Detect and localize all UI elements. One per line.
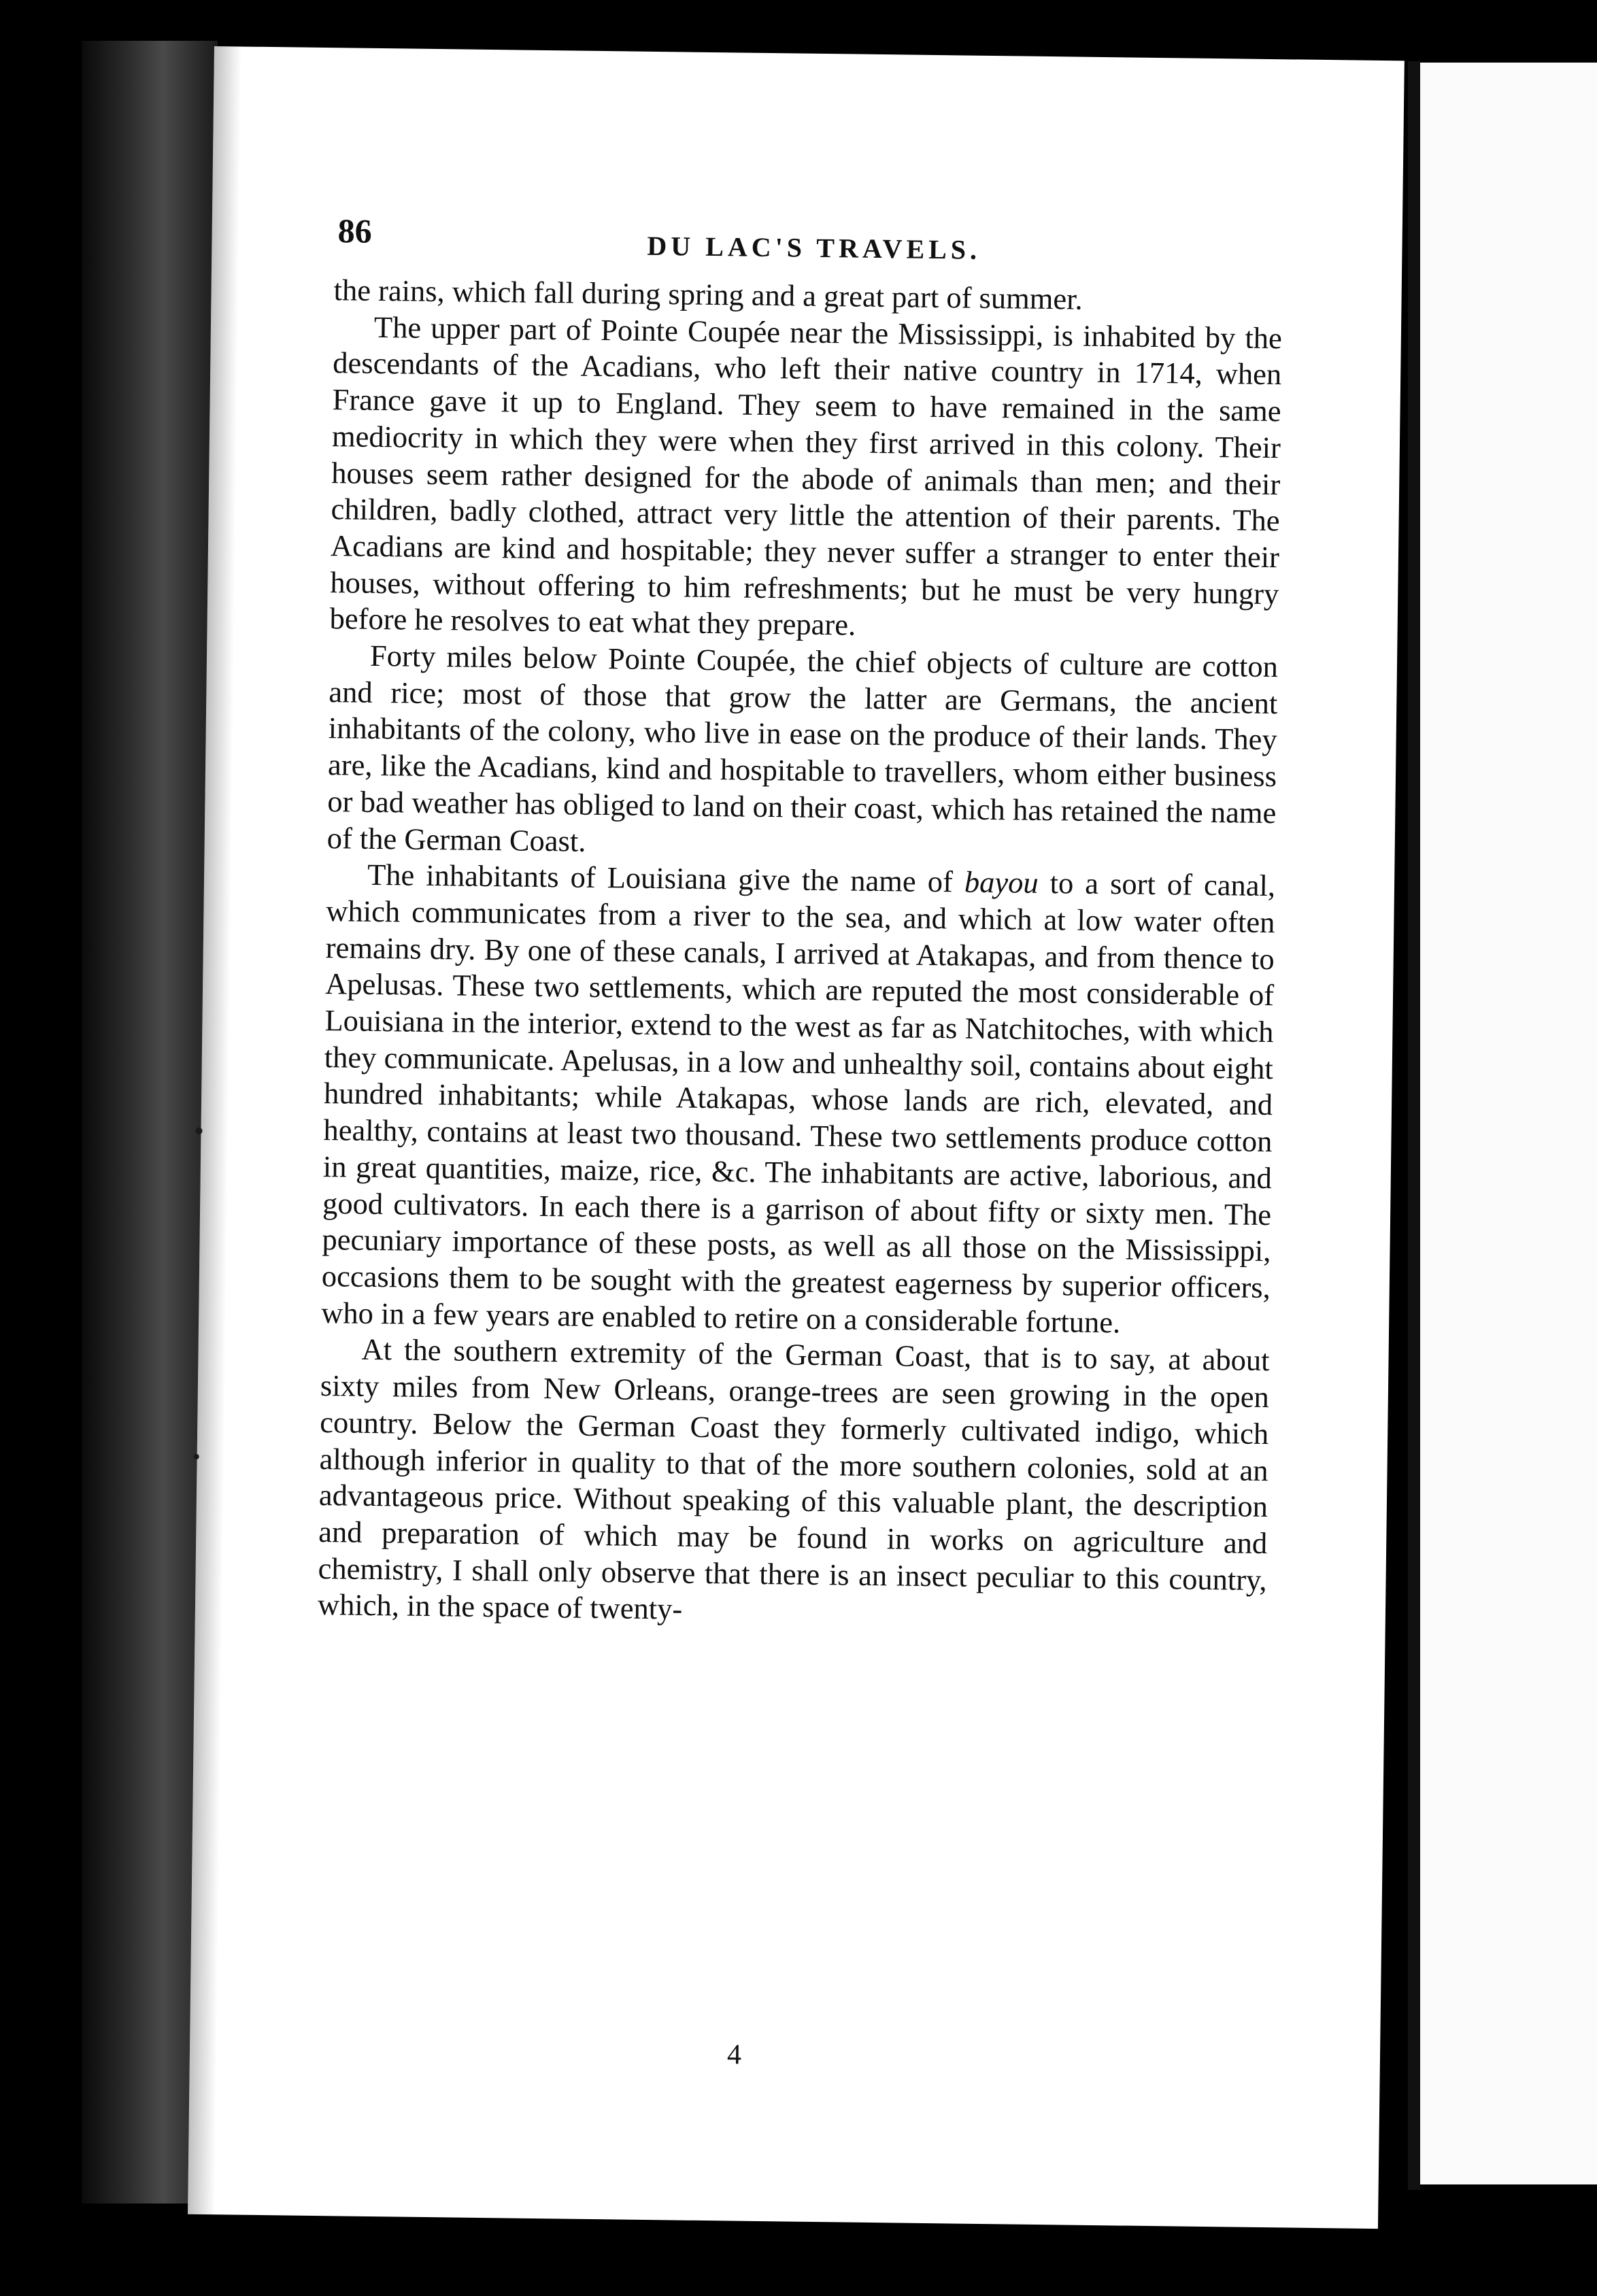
- italic-term: bayou: [964, 864, 1039, 900]
- paragraph: [321, 856, 1275, 1343]
- facing-page-edge: [1420, 63, 1597, 2184]
- page-number: 86: [337, 212, 373, 250]
- paragraph-text: to a sort of canal, which communicates from a river to the sea, and which at low water often remains dry. By one of these canals, I arrived at Atakapas, and from thence to Apelusas. These two settlements, which are reputed the most considerable of Louisiana in the interior, extend to the west as far as Natchitoches, with which they communicate. Apelusas, in a low and unhealthy soil, contains about eight hundred inhabitants; while Atakapas, whose lands are rich, elevated, and healthy, contains at least two thousand. These two settlements produce cotton in great quantities, maize, rice, &c. The inhabitants are active, laborious, and good cultivators. In each there is a garrison of about fifty or sixty men. The pecuniary importance of these posts, as well as all those on the Mississippi, occasions them to be sought with the greatest eagerness by superior officers, who in a few years are enabled to retire on a considerable fortune.: [320, 866, 1276, 1340]
- paragraph-text: The inhabitants of Louisiana give the name of: [367, 858, 965, 899]
- running-head: DU LAC'S TRAVELS.: [647, 230, 981, 265]
- ink-speck: [195, 1128, 202, 1134]
- paragraph: the rains, which fall during spring and a great part of summer.: [333, 273, 1083, 316]
- ink-speck: [194, 1454, 199, 1459]
- paragraph: The upper part of Pointe Coupée near the Mississippi, is inhabited by the descendants of the Acadians, who left their native country in 1714, when France gave it up to England. They seem to have remained in the same mediocrity in which they were when they first arrived in this colony. Their houses seem rather designed for the abode of animals than men; and their children, badly clothed, attract very little the attention of their parents. The Acadians are kind and hospitable; they never suffer a stranger to enter their houses, without offering to him refreshments; but he must be very hungry before he resolves to eat what they prepare.: [329, 309, 1283, 642]
- page-body: [318, 272, 1283, 1635]
- paragraph: Forty miles below Pointe Coupée, the chief objects of culture are cotton and rice; most of those that grow the latter are Germans, the ancient inhabitants of the colony, who live in ease on the produce of their lands. They are, like the Acadians, kind and hospitable to travellers, whom either business or bad weather has obliged to land on their coast, which has retained the name of the German Coast.: [326, 638, 1279, 858]
- book-page: [188, 46, 1405, 2229]
- page-gutter: [1408, 61, 1420, 2190]
- signature-mark: 4: [726, 2039, 742, 2071]
- paragraph: At the southern extremity of the German Coast, that is to say, at about sixty miles from New Orleans, orange-trees are seen growing in the open country. Below the German Coast they formerly cultivated indigo, which although inferior in quality to that of the more southern colonies, sold at an advantageous price. Without speaking of this valuable plant, the description and preparation of which may be found in works on agriculture and chemistry, I shall only observe that there is an insect peculiar to this country, which, in the space of twenty-: [317, 1332, 1270, 1626]
